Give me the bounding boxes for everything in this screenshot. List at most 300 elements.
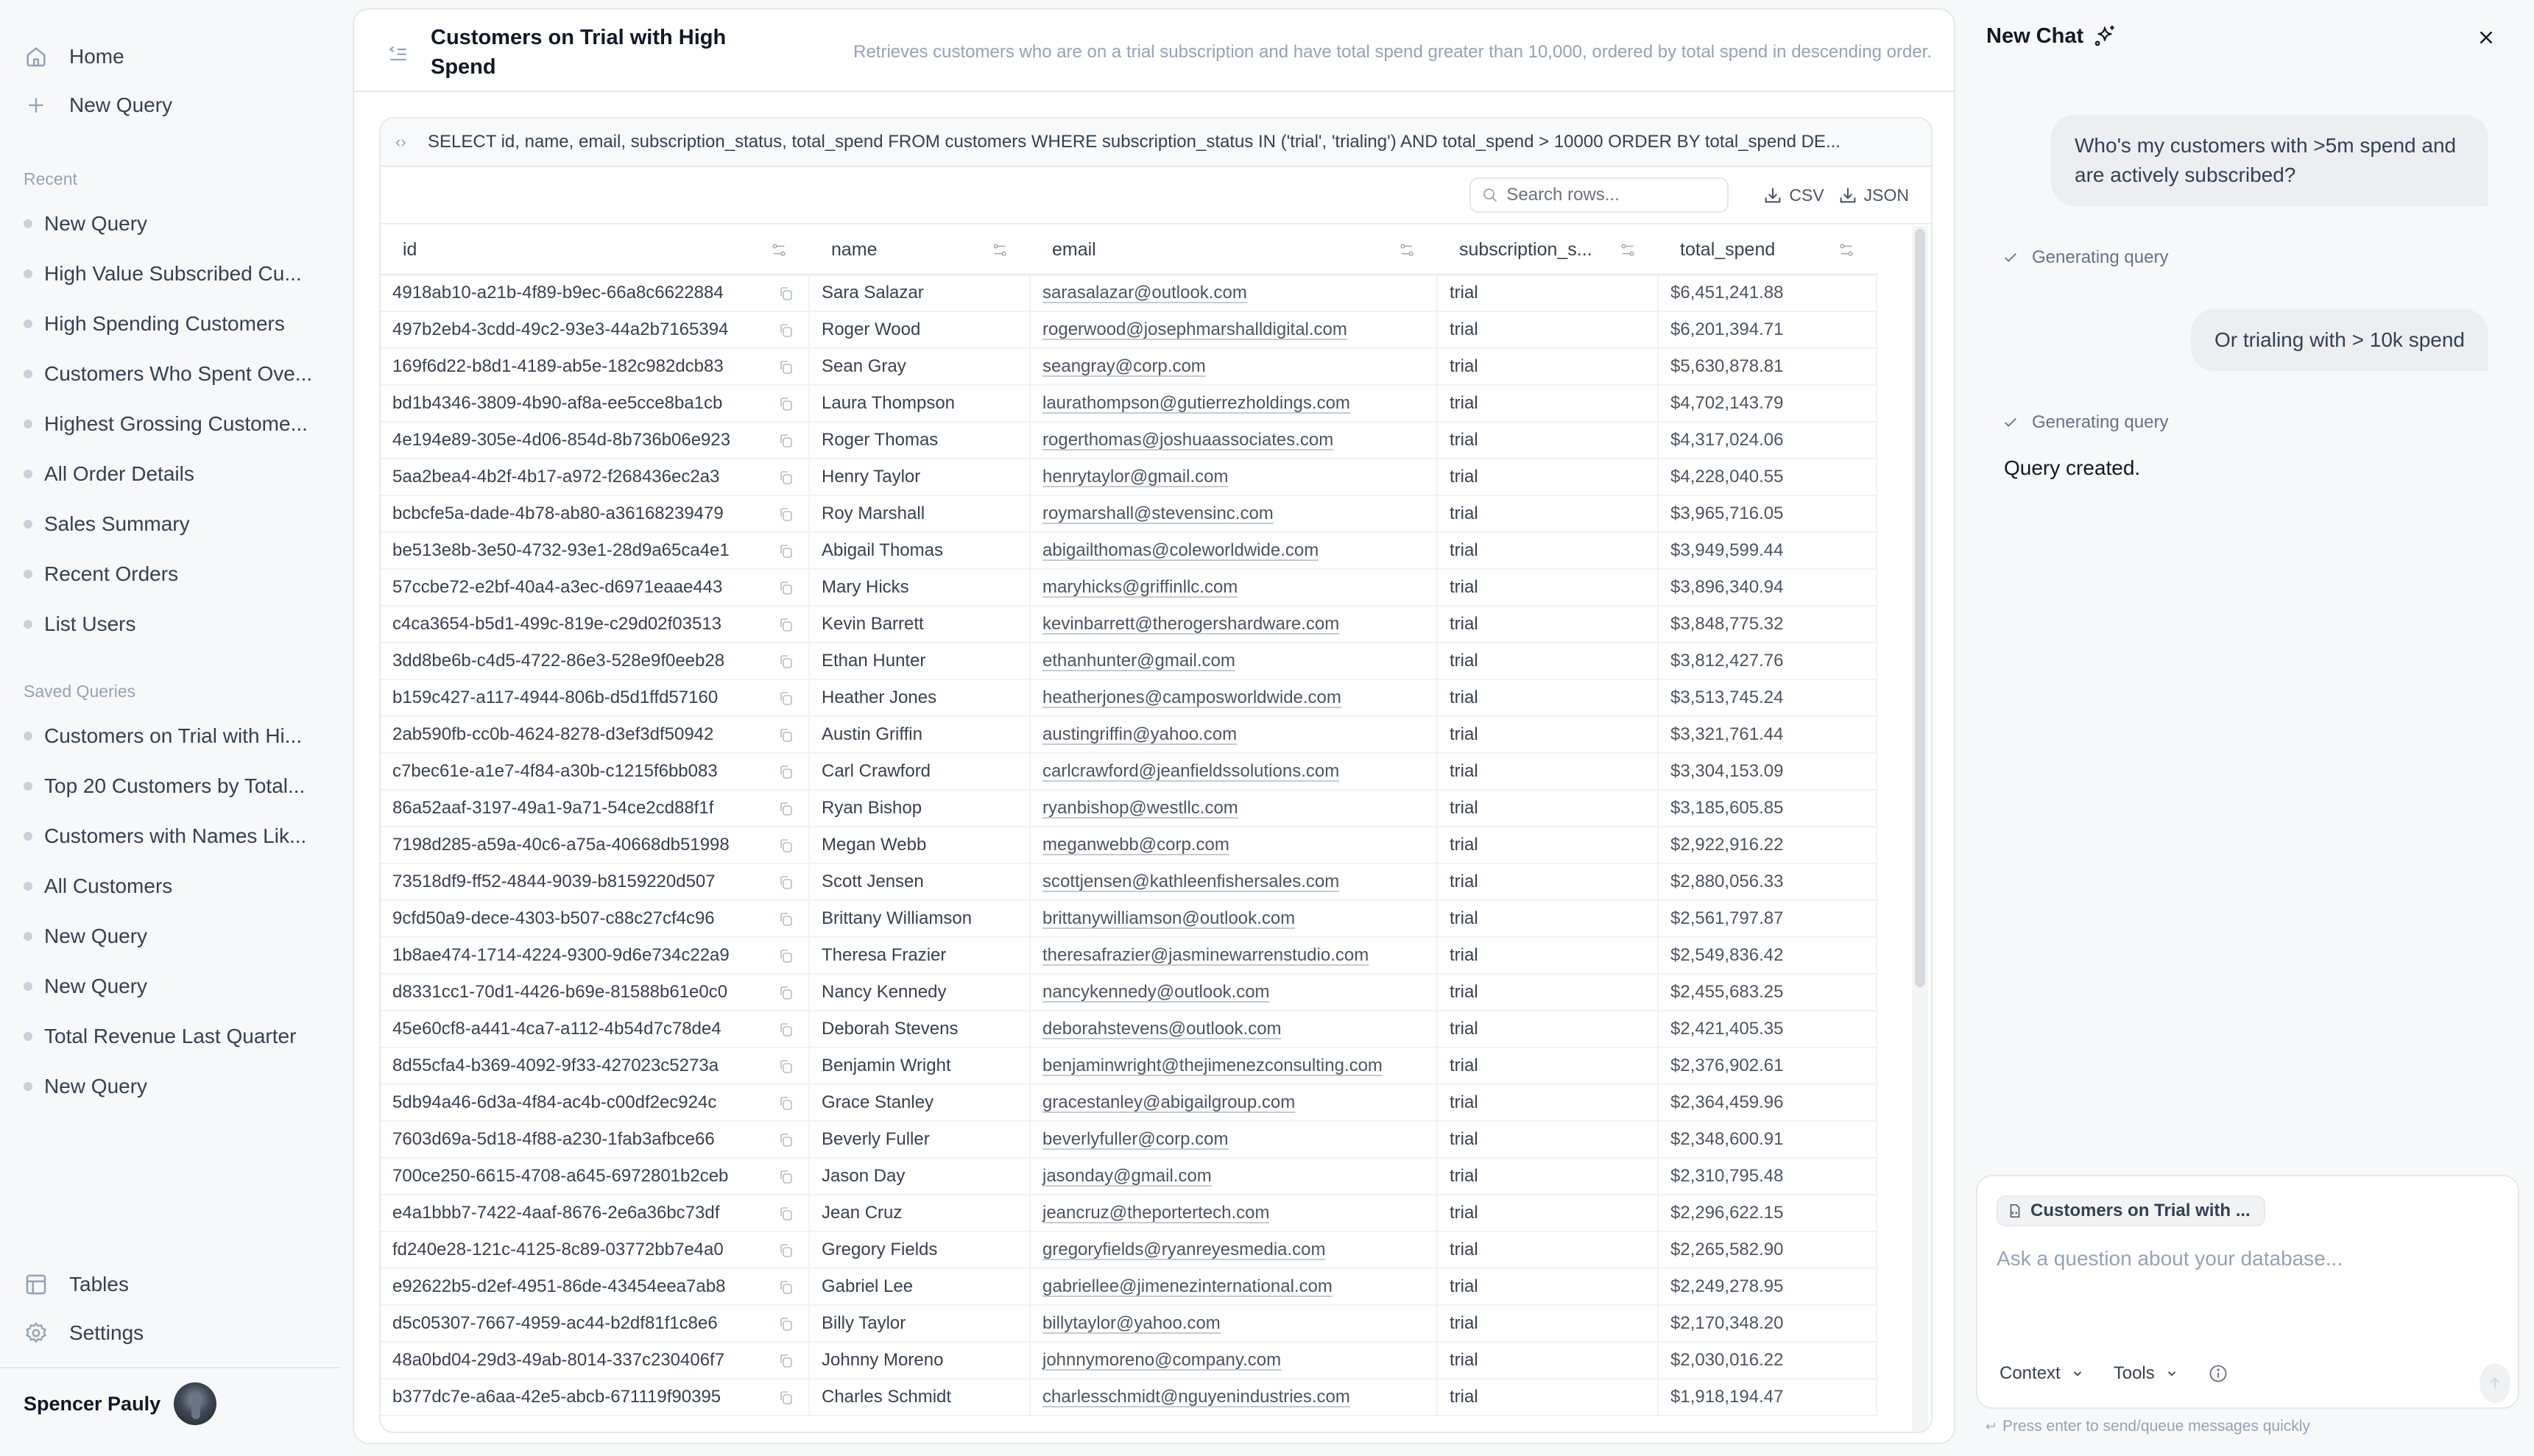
column-filter-icon[interactable] — [1399, 242, 1415, 258]
results-table-container — [381, 226, 1908, 1433]
cell-total-spend: $2,265,582.90 — [1658, 1231, 1877, 1268]
table-row[interactable] — [381, 532, 1877, 569]
recent-item[interactable]: High Spending Customers — [24, 299, 325, 349]
table-row[interactable] — [381, 1158, 1877, 1195]
cell-total-spend: $3,812,427.76 — [1658, 643, 1877, 679]
email-link[interactable]: beverlyfuller@corp.com — [1042, 1129, 1229, 1149]
cell-id[interactable]: 1b8ae474-1714-4224-9300-9d6e734c22a9 — [381, 937, 809, 974]
sidebar — [0, 0, 342, 1456]
cell-total-spend: $5,630,878.81 — [1658, 348, 1877, 385]
enter-key-icon — [1983, 1420, 1997, 1433]
cell-total-spend: $3,513,745.24 — [1658, 679, 1877, 716]
column-header-name[interactable]: name — [809, 226, 1030, 275]
cell-subscription-status: trial — [1437, 385, 1658, 422]
cell-total-spend: $2,296,622.15 — [1658, 1195, 1877, 1231]
table-row[interactable] — [381, 606, 1877, 643]
email-link[interactable]: meganwebb@corp.com — [1042, 835, 1229, 855]
cell-id[interactable]: 3dd8be6b-c4d5-4722-86e3-528e9f0eeb28 — [381, 643, 809, 679]
bullet-icon — [24, 882, 32, 891]
saved-query-item[interactable]: New Query — [24, 1061, 325, 1112]
cell-email — [1030, 348, 1437, 385]
email-link[interactable]: nancykennedy@outlook.com — [1042, 982, 1270, 1002]
saved-query-item[interactable]: New Query — [24, 911, 325, 961]
recent-section-label: Recent — [24, 169, 77, 188]
bullet-icon — [24, 420, 32, 428]
email-link[interactable]: ryanbishop@westllc.com — [1042, 798, 1238, 818]
table-row[interactable] — [381, 1084, 1877, 1121]
saved-query-item[interactable]: All Customers — [24, 861, 325, 911]
cell-total-spend: $3,848,775.32 — [1658, 606, 1877, 643]
sidebar-divider — [0, 1367, 341, 1368]
cell-id[interactable]: fd240e28-121c-4125-8c89-03772bb7e4a0 — [381, 1231, 809, 1268]
table-row[interactable] — [381, 863, 1877, 900]
recent-item[interactable]: Highest Grossing Custome... — [24, 399, 325, 449]
table-body — [381, 275, 1877, 1416]
table-row[interactable] — [381, 495, 1877, 532]
cell-total-spend: $2,455,683.25 — [1658, 974, 1877, 1011]
cell-name: Deborah Stevens — [809, 1011, 1030, 1047]
sidebar-top-nav — [24, 32, 172, 130]
cell-total-spend: $3,321,761.44 — [1658, 716, 1877, 753]
cell-total-spend: $2,421,405.35 — [1658, 1011, 1877, 1047]
saved-query-item[interactable]: Top 20 Customers by Total... — [24, 761, 325, 811]
user-name: Spencer Pauly — [24, 1392, 161, 1415]
copy-icon[interactable] — [777, 543, 795, 560]
table-row[interactable] — [381, 385, 1877, 422]
cell-name: Henry Taylor — [809, 459, 1030, 495]
saved-query-item[interactable]: Customers on Trial with Hi... — [24, 711, 325, 761]
user-profile[interactable] — [24, 1382, 216, 1425]
copy-icon[interactable] — [777, 984, 795, 1002]
bullet-icon — [24, 570, 32, 579]
copy-icon[interactable] — [777, 911, 795, 928]
cell-email — [1030, 569, 1437, 606]
sparkle-icon — [2092, 24, 2117, 49]
context-dropdown[interactable]: Context — [2000, 1363, 2084, 1384]
cell-subscription-status: trial — [1437, 716, 1658, 753]
cell-total-spend: $2,030,016.22 — [1658, 1342, 1877, 1379]
email-link[interactable]: deborahstevens@outlook.com — [1042, 1019, 1282, 1039]
cell-name: Nancy Kennedy — [809, 974, 1030, 1011]
cell-email — [1030, 1379, 1437, 1416]
sql-text: SELECT id, name, email, subscription_status, total_spend FROM customers WHERE subscription_status IN ('trial', 'trialing') AND total_spend > 10000 ORDER BY total_spend DE... — [428, 132, 1840, 152]
saved-queries-section-label: Saved Queries — [24, 682, 136, 701]
email-link[interactable]: rogerwood@josephmarshalldigital.com — [1042, 319, 1347, 339]
sidebar-item-label: Home — [69, 45, 124, 68]
email-link[interactable]: johnnymoreno@company.com — [1042, 1350, 1282, 1370]
cell-subscription-status: trial — [1437, 1195, 1658, 1231]
cell-total-spend: $6,201,394.71 — [1658, 311, 1877, 348]
cell-id[interactable]: 9cfd50a9-dece-4303-b507-c88c27cf4c96 — [381, 900, 809, 937]
cell-total-spend: $3,185,605.85 — [1658, 790, 1877, 827]
sql-preview[interactable] — [381, 119, 1931, 167]
sidebar-bottom-nav — [24, 1260, 144, 1357]
copy-icon[interactable] — [777, 358, 795, 376]
avatar[interactable] — [174, 1382, 216, 1425]
table-row[interactable] — [381, 1011, 1877, 1047]
cell-subscription-status: trial — [1437, 679, 1658, 716]
recent-item[interactable]: List Users — [24, 599, 325, 649]
copy-icon[interactable] — [777, 947, 795, 965]
results-card — [379, 117, 1933, 1433]
table-row[interactable] — [381, 1268, 1877, 1305]
cell-id[interactable]: 7198d285-a59a-40c6-a75a-40668db51998 — [381, 827, 809, 863]
cell-name: Ryan Bishop — [809, 790, 1030, 827]
copy-icon[interactable] — [777, 616, 795, 634]
cell-subscription-status: trial — [1437, 900, 1658, 937]
email-link[interactable]: gabriellee@jimenezinternational.com — [1042, 1276, 1333, 1296]
cell-id[interactable]: 5aa2bea4-4b2f-4b17-a972-f268436ec2a3 — [381, 459, 809, 495]
sidebar-item-tables[interactable] — [24, 1260, 144, 1309]
cell-subscription-status: trial — [1437, 311, 1658, 348]
chat-panel — [1958, 0, 2534, 1456]
saved-queries-list — [24, 711, 325, 1112]
email-link[interactable]: jeancruz@theportertech.com — [1042, 1203, 1270, 1223]
cell-subscription-status: trial — [1437, 569, 1658, 606]
cell-id[interactable]: e4a1bbb7-7422-4aaf-8676-2e6a36bc73df — [381, 1195, 809, 1231]
cell-subscription-status: trial — [1437, 790, 1658, 827]
cell-email — [1030, 900, 1437, 937]
email-link[interactable]: laurathompson@gutierrezholdings.com — [1042, 393, 1350, 413]
cell-email — [1030, 385, 1437, 422]
generating-step: Generating query — [2002, 247, 2168, 268]
table-row[interactable] — [381, 1342, 1877, 1379]
cell-email — [1030, 863, 1437, 900]
assistant-message: Query created. — [2004, 456, 2141, 479]
copy-icon[interactable] — [777, 1315, 795, 1333]
recent-item[interactable]: Recent Orders — [24, 549, 325, 599]
cell-id[interactable]: b159c427-a117-4944-806b-d5d1ffd57160 — [381, 679, 809, 716]
email-link[interactable]: abigailthomas@coleworldwide.com — [1042, 540, 1319, 560]
column-filter-icon[interactable] — [1620, 242, 1636, 258]
table-row[interactable] — [381, 716, 1877, 753]
email-link[interactable]: scottjensen@kathleenfishersales.com — [1042, 872, 1340, 891]
cell-name: Sean Gray — [809, 348, 1030, 385]
cell-subscription-status: trial — [1437, 348, 1658, 385]
table-scrollbar[interactable] — [1915, 229, 1925, 987]
email-link[interactable]: carlcrawford@jeanfieldssolutions.com — [1042, 761, 1340, 781]
download-icon — [1838, 185, 1858, 205]
cell-total-spend: $2,310,795.48 — [1658, 1158, 1877, 1195]
chevron-down-icon — [2165, 1367, 2178, 1380]
cell-email — [1030, 827, 1437, 863]
copy-icon[interactable] — [777, 1095, 795, 1112]
recent-item[interactable]: All Order Details — [24, 449, 325, 499]
sidebar-item-new-query[interactable] — [24, 81, 172, 130]
copy-icon[interactable] — [777, 395, 795, 413]
copy-icon[interactable] — [777, 1279, 795, 1296]
close-chat-icon[interactable] — [2475, 26, 2497, 49]
results-table — [381, 226, 1877, 1416]
cell-id[interactable]: e92622b5-d2ef-4951-86de-43454eea7ab8 — [381, 1268, 809, 1305]
copy-icon[interactable] — [777, 874, 795, 891]
bullet-icon — [24, 370, 32, 378]
cell-id[interactable]: be513e8b-3e50-4732-93e1-28d9a65ca4e1 — [381, 532, 809, 569]
email-link[interactable]: brittanywilliamson@outlook.com — [1042, 908, 1296, 928]
cell-email — [1030, 1268, 1437, 1305]
cell-name: Megan Webb — [809, 827, 1030, 863]
cell-email — [1030, 275, 1437, 311]
copy-icon[interactable] — [777, 653, 795, 671]
email-link[interactable]: benjaminwright@thejimenezconsulting.com — [1042, 1056, 1383, 1075]
cell-id[interactable]: 700ce250-6615-4708-a645-6972801b2ceb — [381, 1158, 809, 1195]
collapse-sidebar-icon[interactable] — [387, 42, 410, 66]
recent-item[interactable]: New Query — [24, 199, 325, 249]
cell-email — [1030, 1231, 1437, 1268]
cell-id[interactable]: 7603d69a-5d18-4f88-a230-1fab3afbce66 — [381, 1121, 809, 1158]
cell-id[interactable]: b377dc7e-a6aa-42e5-abcb-671119f90395 — [381, 1379, 809, 1416]
copy-icon[interactable] — [777, 1352, 795, 1370]
cell-name: Charles Schmidt — [809, 1379, 1030, 1416]
file-code-icon — [2007, 1203, 2023, 1219]
email-link[interactable]: sarasalazar@outlook.com — [1042, 283, 1247, 303]
cell-email — [1030, 495, 1437, 532]
copy-icon[interactable] — [777, 727, 795, 744]
cell-id[interactable]: c7bec61e-a1e7-4f84-a30b-c1215f6bb083 — [381, 753, 809, 790]
column-header-subscription-status[interactable]: subscription_s... — [1437, 226, 1658, 275]
cell-total-spend: $4,228,040.55 — [1658, 459, 1877, 495]
sidebar-item-label: Settings — [69, 1321, 144, 1344]
copy-icon[interactable] — [777, 506, 795, 523]
copy-icon[interactable] — [777, 285, 795, 303]
cell-name: Mary Hicks — [809, 569, 1030, 606]
table-row[interactable] — [381, 679, 1877, 716]
table-row[interactable] — [381, 1195, 1877, 1231]
cell-subscription-status: trial — [1437, 1268, 1658, 1305]
email-link[interactable]: kevinbarrett@therogershardware.com — [1042, 614, 1340, 634]
cell-name: Ethan Hunter — [809, 643, 1030, 679]
cell-name: Abigail Thomas — [809, 532, 1030, 569]
recent-item[interactable]: Customers Who Spent Ove... — [24, 349, 325, 399]
home-icon — [24, 44, 49, 69]
copy-icon[interactable] — [777, 690, 795, 707]
table-row[interactable] — [381, 974, 1877, 1011]
column-header-id[interactable]: id — [381, 226, 809, 275]
cell-id[interactable]: 4918ab10-a21b-4f89-b9ec-66a8c6622884 — [381, 275, 809, 311]
cell-email — [1030, 606, 1437, 643]
cell-email — [1030, 1084, 1437, 1121]
cell-id[interactable]: 5db94a46-6d3a-4f84-ac4b-c00df2ec924c — [381, 1084, 809, 1121]
table-row[interactable] — [381, 643, 1877, 679]
column-header-total-spend[interactable]: total_spend — [1658, 226, 1877, 275]
cell-id[interactable]: c4ca3654-b5d1-499c-819e-c29d02f03513 — [381, 606, 809, 643]
email-link[interactable]: theresafrazier@jasminewarrenstudio.com — [1042, 945, 1369, 965]
cell-id[interactable]: d8331cc1-70d1-4426-b69e-81588b61e0c0 — [381, 974, 809, 1011]
email-link[interactable]: maryhicks@griffinllc.com — [1042, 577, 1238, 597]
email-link[interactable]: charlesschmidt@nguyenindustries.com — [1042, 1387, 1350, 1407]
cell-subscription-status: trial — [1437, 495, 1658, 532]
table-row[interactable] — [381, 459, 1877, 495]
arrow-up-icon — [2487, 1373, 2503, 1393]
bullet-icon — [24, 319, 32, 328]
copy-icon[interactable] — [777, 1389, 795, 1407]
column-filter-icon[interactable] — [1838, 242, 1854, 258]
copy-icon[interactable] — [777, 1168, 795, 1186]
chat-input[interactable] — [1997, 1247, 2497, 1335]
table-row[interactable] — [381, 348, 1877, 385]
cell-name: Jason Day — [809, 1158, 1030, 1195]
email-link[interactable]: gregoryfields@ryanreyesmedia.com — [1042, 1240, 1326, 1259]
cell-email — [1030, 1047, 1437, 1084]
table-row[interactable] — [381, 900, 1877, 937]
email-link[interactable]: rogerthomas@joshuaassociates.com — [1042, 430, 1334, 450]
table-row[interactable] — [381, 311, 1877, 348]
cell-name: Scott Jensen — [809, 863, 1030, 900]
email-link[interactable]: roymarshall@stevensinc.com — [1042, 503, 1274, 523]
cell-email — [1030, 422, 1437, 459]
context-chip[interactable]: Customers on Trial with ... — [1997, 1195, 2265, 1226]
cell-id[interactable]: 169f6d22-b8d1-4189-ab5e-182c982dcb83 — [381, 348, 809, 385]
recent-item[interactable]: Sales Summary — [24, 499, 325, 549]
keyboard-hint: Press enter to send/queue messages quickly — [1983, 1418, 2310, 1435]
cell-subscription-status: trial — [1437, 275, 1658, 311]
cell-total-spend: $3,949,599.44 — [1658, 532, 1877, 569]
table-row[interactable] — [381, 1305, 1877, 1342]
table-row[interactable] — [381, 937, 1877, 974]
cell-name: Carl Crawford — [809, 753, 1030, 790]
copy-icon[interactable] — [777, 1021, 795, 1039]
cell-id[interactable]: 497b2eb4-3cdd-49c2-93e3-44a2b7165394 — [381, 311, 809, 348]
recent-item[interactable]: High Value Subscribed Cu... — [24, 249, 325, 299]
email-link[interactable]: seangray@corp.com — [1042, 356, 1206, 376]
sidebar-item-home[interactable] — [24, 32, 172, 81]
cell-id[interactable]: 8d55cfa4-b369-4092-9f33-427023c5273a — [381, 1047, 809, 1084]
search-rows-field[interactable] — [1469, 177, 1729, 213]
bullet-icon — [24, 470, 32, 478]
cell-id[interactable]: 4e194e89-305e-4d06-854d-8b736b06e923 — [381, 422, 809, 459]
cell-name: Benjamin Wright — [809, 1047, 1030, 1084]
cell-subscription-status: trial — [1437, 1231, 1658, 1268]
cell-subscription-status: trial — [1437, 422, 1658, 459]
table-row[interactable] — [381, 790, 1877, 827]
email-link[interactable]: ethanhunter@gmail.com — [1042, 651, 1235, 671]
download-json-button[interactable]: JSON — [1838, 185, 1909, 205]
table-row[interactable] — [381, 1379, 1877, 1416]
email-link[interactable]: gracestanley@abigailgroup.com — [1042, 1092, 1296, 1112]
cell-name: Johnny Moreno — [809, 1342, 1030, 1379]
cell-name: Heather Jones — [809, 679, 1030, 716]
cell-email — [1030, 311, 1437, 348]
table-row[interactable] — [381, 1121, 1877, 1158]
bullet-icon — [24, 932, 32, 941]
bullet-icon — [24, 269, 32, 278]
cell-id[interactable]: 73518df9-ff52-4844-9039-b8159220d507 — [381, 863, 809, 900]
send-button[interactable] — [2480, 1363, 2510, 1403]
user-message: Or trialing with > 10k spend — [2191, 309, 2488, 371]
cell-id[interactable]: 48a0bd04-29d3-49ab-8014-337c230406f7 — [381, 1342, 809, 1379]
email-link[interactable]: henrytaylor@gmail.com — [1042, 467, 1229, 487]
copy-icon[interactable] — [777, 800, 795, 818]
download-csv-button[interactable]: CSV — [1762, 185, 1824, 205]
email-link[interactable]: heatherjones@camposworldwide.com — [1042, 688, 1341, 707]
copy-icon[interactable] — [777, 432, 795, 450]
tools-dropdown[interactable]: Tools — [2114, 1363, 2178, 1384]
table-row[interactable] — [381, 422, 1877, 459]
cell-name: Jean Cruz — [809, 1195, 1030, 1231]
bullet-icon — [24, 732, 32, 741]
saved-query-item[interactable]: Customers with Names Lik... — [24, 811, 325, 861]
copy-icon[interactable] — [777, 837, 795, 855]
cell-id[interactable]: bd1b4346-3809-4b90-af8a-ee5cce8ba1cb — [381, 385, 809, 422]
cell-id[interactable]: bcbcfe5a-dade-4b78-ab80-a36168239479 — [381, 495, 809, 532]
cell-total-spend: $2,922,916.22 — [1658, 827, 1877, 863]
cell-total-spend: $6,451,241.88 — [1658, 275, 1877, 311]
cell-total-spend: $2,249,278.95 — [1658, 1268, 1877, 1305]
check-icon — [2002, 250, 2019, 266]
column-filter-icon[interactable] — [992, 242, 1008, 258]
email-link[interactable]: billytaylor@yahoo.com — [1042, 1313, 1221, 1333]
cell-email — [1030, 1195, 1437, 1231]
search-rows-input[interactable] — [1506, 185, 1720, 205]
cell-subscription-status: trial — [1437, 827, 1658, 863]
copy-icon[interactable] — [777, 1242, 795, 1259]
cell-subscription-status: trial — [1437, 1121, 1658, 1158]
chat-title: New Chat — [1986, 24, 2117, 49]
info-icon[interactable] — [2208, 1363, 2228, 1384]
page-title: Customers on Trial with High Spend — [431, 26, 727, 79]
cell-name: Gregory Fields — [809, 1231, 1030, 1268]
table-header-row — [381, 226, 1877, 275]
copy-icon[interactable] — [777, 1131, 795, 1149]
table-row[interactable] — [381, 569, 1877, 606]
bullet-icon — [24, 219, 32, 228]
copy-icon[interactable] — [777, 1058, 795, 1075]
copy-icon[interactable] — [777, 469, 795, 487]
email-link[interactable]: austingriffin@yahoo.com — [1042, 724, 1238, 744]
table-row[interactable] — [381, 753, 1877, 790]
cell-id[interactable]: d5c05307-7667-4959-ac44-b2df81f1c8e6 — [381, 1305, 809, 1342]
table-row[interactable] — [381, 1047, 1877, 1084]
search-icon — [1481, 186, 1499, 204]
cell-email — [1030, 1121, 1437, 1158]
cell-id[interactable]: 57ccbe72-e2bf-40a4-a3ec-d6971eaae443 — [381, 569, 809, 606]
cell-email — [1030, 790, 1437, 827]
cell-name: Billy Taylor — [809, 1305, 1030, 1342]
cell-subscription-status: trial — [1437, 532, 1658, 569]
bullet-icon — [24, 782, 32, 791]
check-icon — [2002, 414, 2019, 431]
copy-icon[interactable] — [777, 322, 795, 339]
generating-step: Generating query — [2002, 412, 2168, 433]
sidebar-item-settings[interactable] — [24, 1309, 144, 1357]
saved-query-item[interactable]: New Query — [24, 961, 325, 1011]
copy-icon[interactable] — [777, 1205, 795, 1223]
query-description: Retrieves customers who are on a trial subscription and have total spend greater than 10,000, ordered by total spend in descending order. — [853, 42, 1932, 62]
saved-query-item[interactable]: Total Revenue Last Quarter — [24, 1011, 325, 1061]
table-row[interactable] — [381, 275, 1877, 311]
cell-total-spend: $2,364,459.96 — [1658, 1084, 1877, 1121]
cell-name: Brittany Williamson — [809, 900, 1030, 937]
email-link[interactable]: jasonday@gmail.com — [1042, 1166, 1212, 1186]
cell-name: Kevin Barrett — [809, 606, 1030, 643]
bullet-icon — [24, 1082, 32, 1091]
copy-icon[interactable] — [777, 579, 795, 597]
cell-total-spend: $1,918,194.47 — [1658, 1379, 1877, 1416]
column-header-email[interactable]: email — [1030, 226, 1437, 275]
column-filter-icon[interactable] — [771, 242, 787, 258]
cell-subscription-status: trial — [1437, 1158, 1658, 1195]
cell-total-spend: $4,317,024.06 — [1658, 422, 1877, 459]
table-row[interactable] — [381, 1231, 1877, 1268]
cell-id[interactable]: 86a52aaf-3197-49a1-9a71-54ce2cd88f1f — [381, 790, 809, 827]
cell-id[interactable]: 2ab590fb-cc0b-4624-8278-d3ef3df50942 — [381, 716, 809, 753]
table-row[interactable] — [381, 827, 1877, 863]
chevron-down-icon — [2071, 1367, 2084, 1380]
cell-subscription-status: trial — [1437, 753, 1658, 790]
cell-total-spend: $2,348,600.91 — [1658, 1121, 1877, 1158]
cell-id[interactable]: 45e60cf8-a441-4ca7-a112-4b54d7c78de4 — [381, 1011, 809, 1047]
copy-icon[interactable] — [777, 763, 795, 781]
